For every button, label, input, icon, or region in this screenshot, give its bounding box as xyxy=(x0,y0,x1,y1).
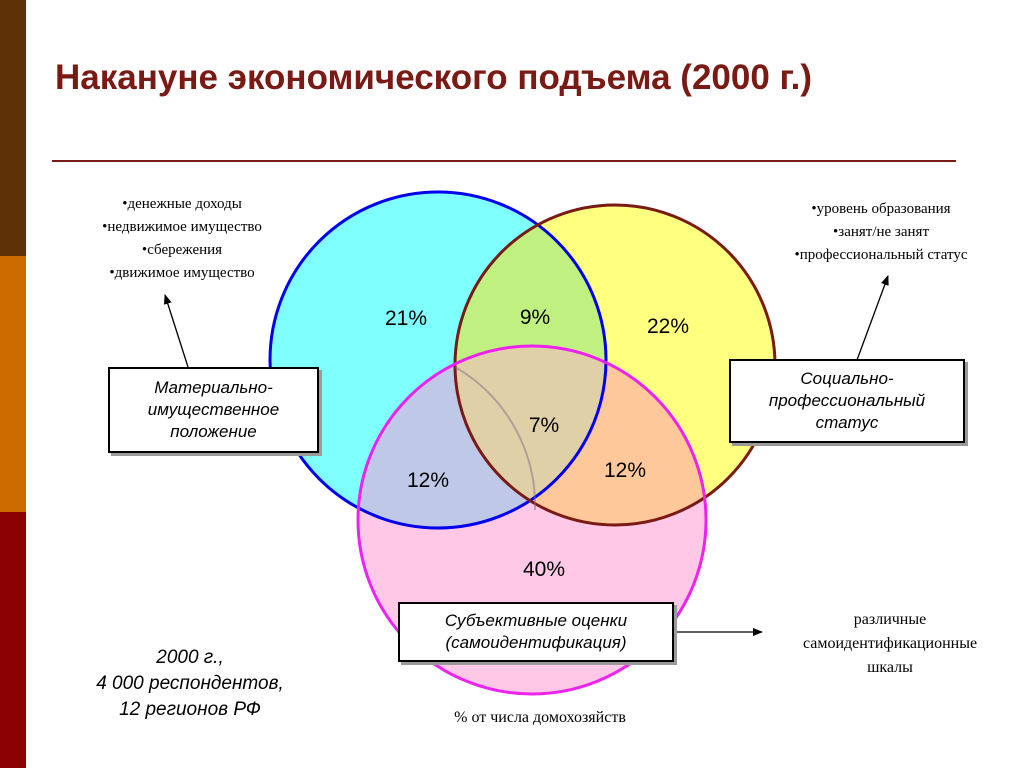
list-item: • уровень образования xyxy=(758,198,1004,221)
list-item: • движимое имущество xyxy=(64,262,300,285)
label-social-only: 22% xyxy=(646,315,690,338)
label-material-only: 21% xyxy=(384,307,428,330)
box-line: Социально- xyxy=(800,369,894,388)
list-item: • занят/не занят xyxy=(758,221,1004,244)
social-criteria-list xyxy=(758,198,1004,267)
sample-line: 4 000 респондентов, xyxy=(96,673,284,694)
slide-title: Накануне экономического подъема (2000 г.) xyxy=(55,58,812,97)
arrow-social xyxy=(857,276,888,360)
social-label-box xyxy=(729,359,965,443)
box-line: (самоидентификация) xyxy=(445,633,627,652)
label-subjective-only: 40% xyxy=(522,558,566,581)
box-line: Материально- xyxy=(154,378,273,397)
list-item: • профессиональный статус xyxy=(758,244,1004,267)
material-label-box xyxy=(108,367,319,453)
note-line: различные xyxy=(853,611,927,628)
list-item: • недвижимое имущество xyxy=(64,216,300,239)
label-material-subjective: 12% xyxy=(406,469,450,492)
label-material-social: 9% xyxy=(519,306,551,329)
label-all-three: 7% xyxy=(528,414,560,437)
label-social-subjective: 12% xyxy=(603,459,647,482)
subjective-label-box xyxy=(398,602,674,662)
sample-info xyxy=(60,645,320,723)
box-line: имущественное xyxy=(147,400,280,419)
list-item: • сбережения xyxy=(64,239,300,262)
box-line: профессиональный xyxy=(768,391,926,410)
footnote: % от числа домохозяйств xyxy=(454,709,626,726)
arrow-material xyxy=(165,295,188,367)
sample-line: 12 регионов РФ xyxy=(119,699,261,720)
sample-line: 2000 г., xyxy=(156,647,224,668)
box-line: статус xyxy=(815,413,879,432)
list-item: • денежные доходы xyxy=(64,193,300,216)
box-line: Субъективные оценки xyxy=(444,611,628,630)
note-line: самоидентификационные xyxy=(802,635,978,652)
material-criteria-list xyxy=(64,193,300,285)
box-line: положение xyxy=(170,422,257,441)
note-line: шкалы xyxy=(867,659,913,676)
subjective-scales-note xyxy=(770,608,1010,680)
